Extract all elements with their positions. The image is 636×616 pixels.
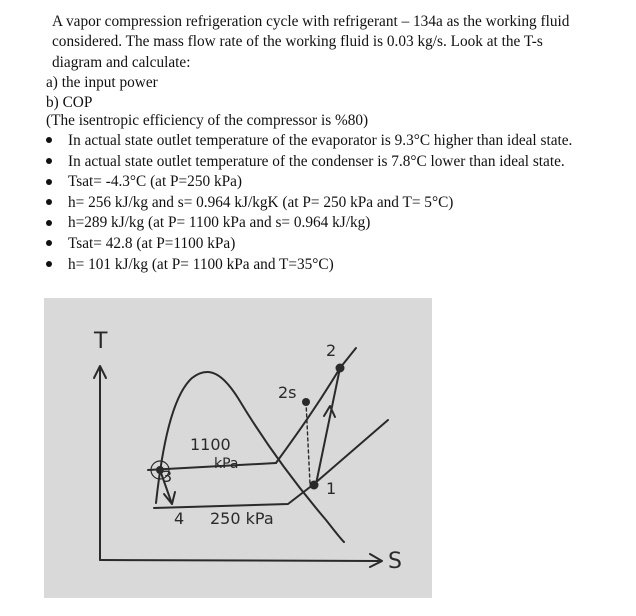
bullet-dot	[46, 158, 52, 164]
low-pressure-label: 250 kPa	[210, 509, 274, 528]
state-label-4: 4	[174, 509, 185, 528]
problem-intro	[52, 12, 608, 73]
state-label-1: 1	[326, 479, 337, 498]
state-label-3: 3	[162, 467, 173, 486]
ts-diagram-photo	[44, 298, 432, 598]
efficiency-note	[46, 111, 368, 131]
ts-diagram	[44, 298, 432, 598]
task-list	[46, 73, 158, 114]
bullet-item	[46, 172, 572, 193]
bullet-text: In actual state outlet temperature of the condenser is 7.8°C lower than ideal state.	[68, 152, 565, 170]
state-point-2	[336, 364, 345, 373]
bullet-item	[46, 193, 572, 214]
bullet-item	[46, 255, 572, 276]
bullet-item	[46, 131, 572, 152]
t-axis-label: T	[94, 329, 108, 354]
state-point-2s	[302, 398, 310, 406]
bullet-text: Tsat= 42.8 (at P=1100 kPa)	[68, 234, 236, 252]
task-a: a) the input power	[46, 74, 158, 91]
high-pressure-unit: kPa	[214, 456, 239, 472]
task-b: b) COP	[46, 94, 93, 112]
bullet-text: Tsat= -4.3°C (at P=250 kPa)	[68, 173, 242, 191]
s-axis	[100, 560, 380, 561]
state-label-2: 2	[326, 341, 337, 360]
low-pressure-superheat	[314, 420, 388, 484]
compression-line	[316, 368, 340, 484]
bullet-item	[46, 234, 572, 255]
bullet-item	[46, 152, 572, 173]
efficiency-note-text: (The isentropic efficiency of the compressor is %80)	[46, 112, 369, 129]
given-data-list	[46, 131, 572, 275]
bullet-dot	[46, 199, 52, 205]
high-pressure-label: 1100	[190, 435, 231, 454]
state-point-1	[310, 481, 319, 490]
bullet-dot	[46, 137, 52, 143]
intro-line: considered. The mass flow rate of the working fluid is 0.03 kg/s. Look at the T-s	[52, 33, 543, 51]
intro-line: diagram and calculate:	[52, 53, 191, 71]
bullet-text: In actual state outlet temperature of the evaporator is 9.3°C higher than ideal state.	[68, 132, 573, 149]
bullet-item	[46, 213, 572, 234]
bullet-dot	[46, 220, 52, 226]
low-pressure-line	[154, 484, 314, 508]
bullet-text: h= 256 kJ/kg and s= 0.964 kJ/kgK (at P= 250 kPa and T= 5°C)	[68, 193, 454, 211]
intro-line: A vapor compression refrigeration cycle with refrigerant – 134a as the working fluid	[52, 13, 570, 30]
bullet-dot	[46, 261, 52, 267]
state-label-2s: 2s	[278, 383, 297, 402]
bullet-dot	[46, 240, 52, 246]
bullet-text: h= 101 kJ/kg (at P= 1100 kPa and T=35°C)	[68, 255, 334, 273]
bullet-dot	[46, 179, 52, 185]
bullet-text: h=289 kJ/kg (at P= 1100 kPa and s= 0.964 kJ/kg)	[68, 214, 371, 232]
s-axis-label: S	[388, 549, 402, 574]
